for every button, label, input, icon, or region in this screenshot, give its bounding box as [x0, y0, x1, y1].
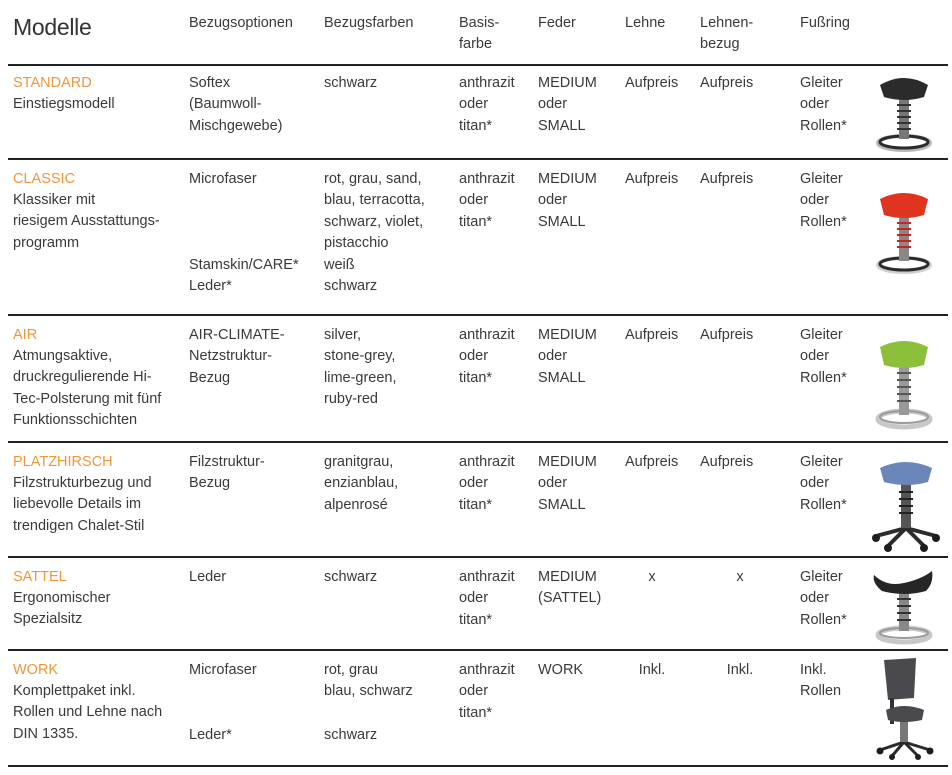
backrest: Inkl.: [638, 662, 666, 678]
chair-work-image: [870, 658, 942, 760]
base-color: anthrazit oder titan*: [459, 569, 515, 628]
chair-classic-image: [868, 185, 940, 277]
table-header: [0, 0, 952, 64]
backrest: Aufpreis: [625, 454, 679, 470]
cover-colors: schwarz: [324, 569, 378, 585]
foot-ring: Gleiter oder Rollen*: [800, 569, 847, 628]
model-description: Einstiegsmodell: [13, 96, 115, 112]
base-color: anthrazit oder titan*: [459, 662, 515, 721]
foot-ring: Inkl. Rollen: [800, 662, 842, 700]
base-color: anthrazit oder titan*: [459, 75, 515, 134]
backrest-cover: Aufpreis: [700, 75, 754, 91]
base-color: anthrazit oder titan*: [459, 454, 515, 513]
model-name: STANDARD: [13, 75, 92, 91]
backrest-cover: Aufpreis: [700, 171, 754, 187]
model-description: Filzstrukturbezug und liebevolle Details im trendigen Chalet-Stil: [13, 475, 152, 534]
header-bezugsfarben: Bezugsfarben: [324, 15, 414, 31]
foot-ring: Gleiter oder Rollen*: [800, 327, 847, 386]
cover-options: Filzstruktur- Bezug: [189, 454, 265, 492]
row-divider: [8, 649, 948, 651]
cover-colors-secondary: schwarz: [324, 727, 378, 743]
base-color: anthrazit oder titan*: [459, 171, 515, 230]
cover-options: Leder: [189, 569, 227, 585]
row-divider: [8, 765, 948, 767]
row-divider: [8, 556, 948, 558]
backrest-cover: x: [736, 569, 744, 585]
model-name: SATTEL: [13, 569, 67, 585]
model-name: WORK: [13, 662, 59, 678]
header-feder: Feder: [538, 15, 576, 31]
model-description: Ergonomischer Spezialsitz: [13, 590, 111, 628]
spring: MEDIUM (SATTEL): [538, 569, 602, 607]
model-description: Klassiker mit riesigem Ausstattungs- programm: [13, 192, 160, 251]
model-name: CLASSIC: [13, 171, 76, 187]
row-divider: [8, 314, 948, 316]
cover-colors: schwarz: [324, 75, 378, 91]
foot-ring: Gleiter oder Rollen*: [800, 171, 847, 230]
model-description: Atmungsaktive, druckregulierende Hi- Tec-Polsterung mit fünf Funktionsschichten: [13, 348, 162, 428]
model-description: Komplettpaket inkl. Rollen und Lehne nach DIN 1335.: [13, 683, 163, 742]
header-bezugsoptionen: Bezugsoptionen: [189, 15, 293, 31]
header-lehnenbezug: Lehnen- bezug: [700, 15, 754, 52]
chair-air-image: [868, 333, 940, 433]
cover-options-secondary: Leder*: [189, 727, 232, 743]
chair-sattel-image: [868, 565, 940, 645]
header-lehne: Lehne: [625, 15, 666, 31]
cover-options: Microfaser: [189, 662, 257, 678]
spring: WORK: [538, 662, 584, 678]
foot-ring: Gleiter oder Rollen*: [800, 454, 847, 513]
spring: MEDIUM oder SMALL: [538, 75, 597, 134]
spring: MEDIUM oder SMALL: [538, 454, 597, 513]
backrest-cover: Inkl.: [726, 662, 754, 678]
cover-options-secondary: Stamskin/CARE* Leder*: [189, 257, 299, 295]
model-name: AIR: [13, 327, 38, 343]
header-basisfarbe: Basis- farbe: [459, 15, 500, 52]
backrest: Aufpreis: [625, 75, 679, 91]
cover-colors: silver, stone-grey, lime-green, ruby-red: [324, 327, 397, 407]
backrest: Aufpreis: [625, 171, 679, 187]
cover-colors-secondary: weiß schwarz: [324, 257, 378, 295]
table-title: Modelle: [13, 14, 92, 40]
cover-options: Softex (Baumwoll- Mischgewebe): [189, 75, 283, 134]
cover-colors: rot, grau, sand, blau, terracotta, schwarz, violet, pistacchio: [324, 171, 425, 251]
spring: MEDIUM oder SMALL: [538, 171, 597, 230]
cover-options: Microfaser: [189, 171, 257, 187]
spring: MEDIUM oder SMALL: [538, 327, 597, 386]
foot-ring: Gleiter oder Rollen*: [800, 75, 847, 134]
row-divider: [8, 441, 948, 443]
backrest-cover: Aufpreis: [700, 454, 754, 470]
cover-colors: granitgrau, enzianblau, alpenrosé: [324, 454, 399, 513]
backrest: Aufpreis: [625, 327, 679, 343]
row-divider: [8, 158, 948, 160]
backrest: x: [648, 569, 656, 585]
cover-options: AIR-CLIMATE- Netzstruktur- Bezug: [189, 327, 285, 386]
cover-colors: rot, grau blau, schwarz: [324, 662, 413, 700]
chair-standard-image: [868, 69, 940, 155]
chair-platzhirsch-image: [868, 456, 944, 552]
model-name: PLATZHIRSCH: [13, 454, 113, 470]
base-color: anthrazit oder titan*: [459, 327, 515, 386]
header-fussring: Fußring: [800, 15, 850, 31]
backrest-cover: Aufpreis: [700, 327, 754, 343]
row-divider: [8, 64, 948, 66]
